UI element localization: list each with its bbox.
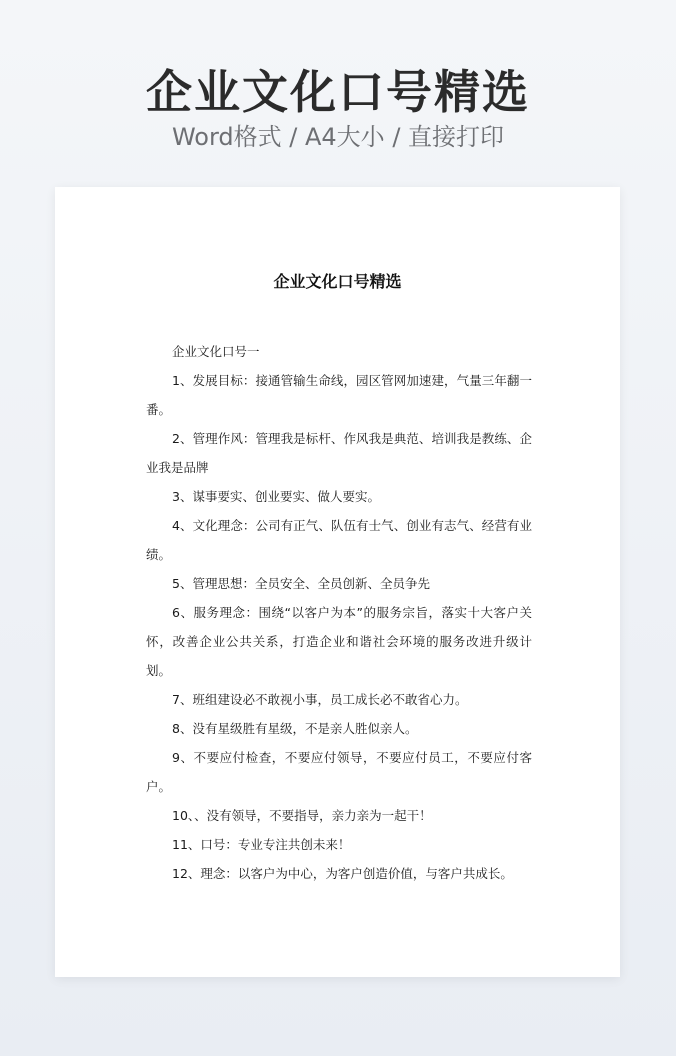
slogan-item: 9、不要应付检查，不要应付领导，不要应付员工，不要应付客户。	[146, 750, 532, 794]
slogan-item: 8、没有星级胜有星级，不是亲人胜似亲人。	[172, 721, 418, 736]
slogan-item: 7、班组建设必不敢视小事，员工成长必不敢省心力。	[172, 692, 468, 707]
slogan-item: 3、谋事要实、创业要实、做人要实。	[172, 489, 380, 504]
document-title: 企业文化口号精选	[273, 272, 402, 291]
document-page	[55, 187, 620, 977]
document-body	[146, 337, 532, 888]
slogan-item: 2、管理作风：管理我是标杆、作风我是典范、培训我是教练、企业我是品牌	[146, 431, 532, 475]
slogan-item: 12、理念：以客户为中心，为客户创造价值，与客户共成长。	[172, 866, 513, 881]
slogan-item: 5、管理思想：全员安全、全员创新、全员争先	[172, 576, 430, 591]
banner-subtitle: Word格式 / A4大小 / 直接打印	[171, 123, 505, 151]
slogan-item: 1、发展目标：接通管输生命线，园区管网加速建，气量三年翻一番。	[146, 373, 532, 417]
banner-title: 企业文化口号精选	[146, 65, 530, 119]
slogan-item: 6、服务理念：围绕“以客户为本”的服务宗旨，落实十大客户关怀，改善企业公共关系，打造企业和谐社会环境的服务改进升级计划。	[146, 605, 532, 678]
slogan-item: 4、文化理念：公司有正气、队伍有士气、创业有志气、经营有业绩。	[146, 518, 532, 562]
paragraph-heading: 企业文化口号一	[172, 344, 260, 359]
slogan-item: 11、口号：专业专注共创未来！	[172, 837, 351, 852]
slogan-item: 10、、没有领导，不要指导，亲力亲为一起干！	[172, 808, 432, 823]
